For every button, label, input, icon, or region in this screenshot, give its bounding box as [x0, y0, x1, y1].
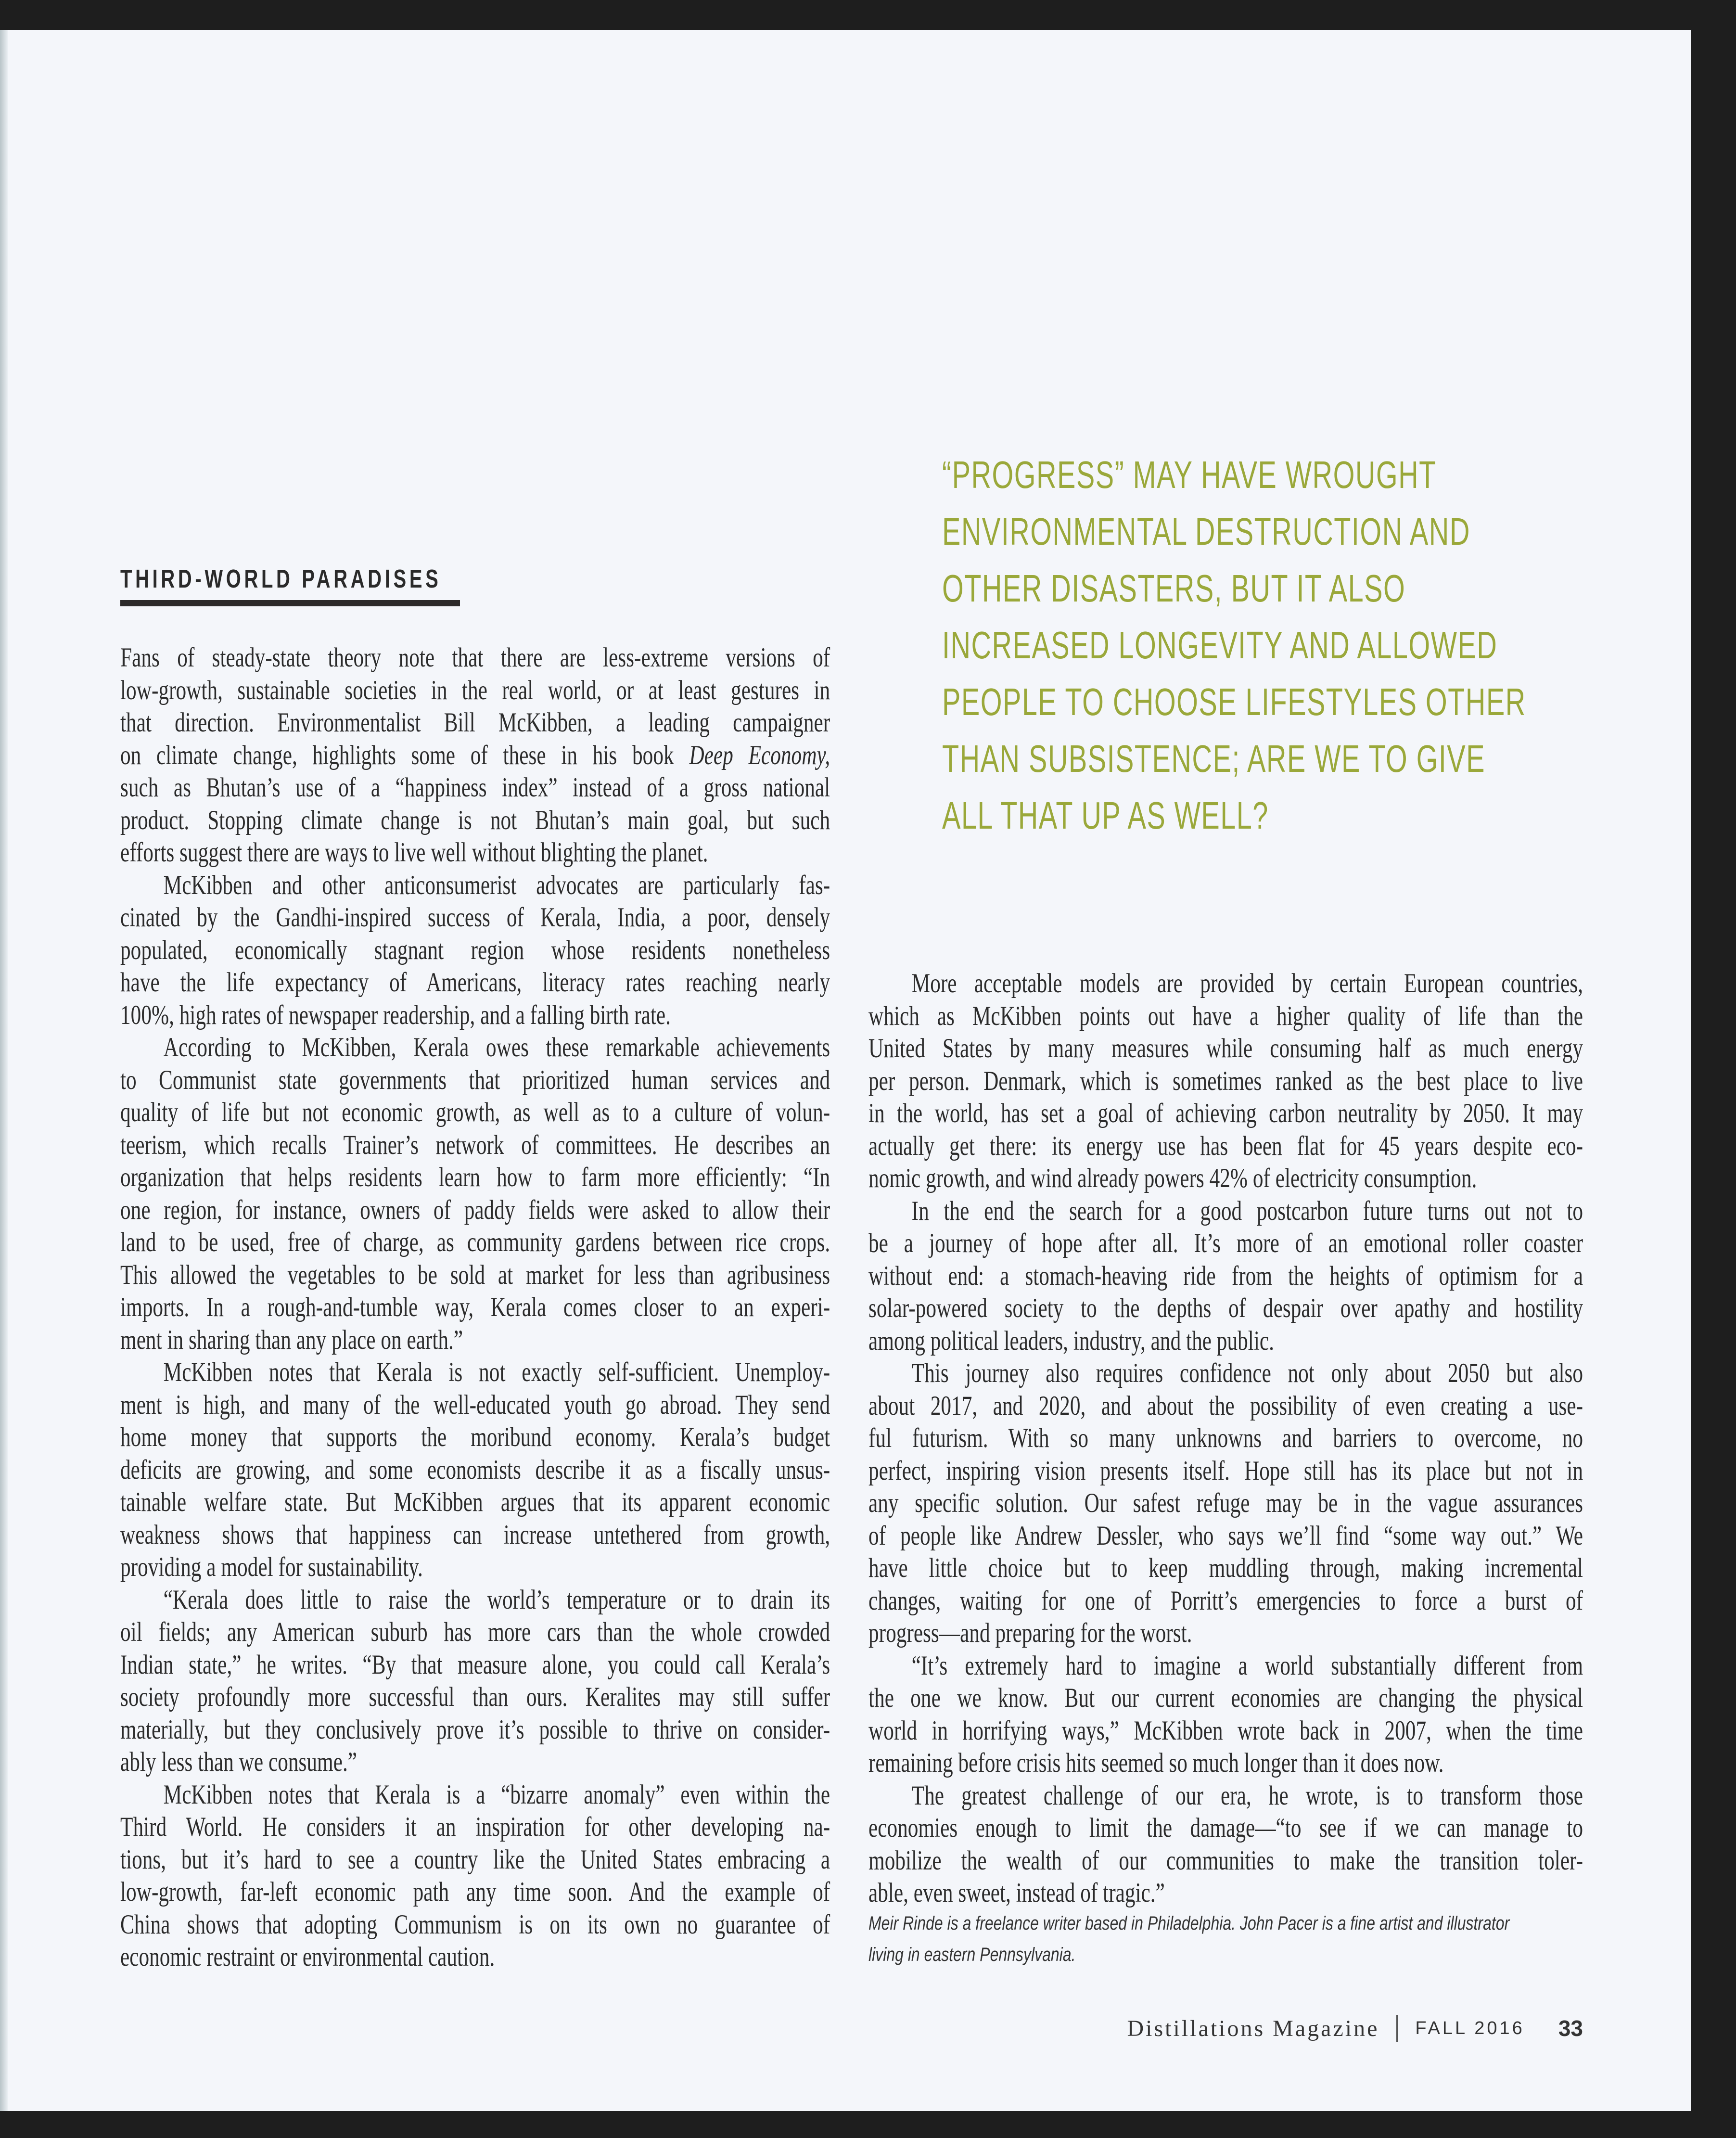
magazine-name: Distillations Magazine [1127, 2015, 1379, 2041]
text-line: In the end the search for a good postcarbon future turns out not to [911, 1195, 1583, 1226]
author-bio-line: Meir Rinde is a freelance writer based in Philadelphia. John Pacer is a fine artist and illustrator [868, 1913, 1510, 1934]
text-line: According to McKibben, Kerala owes these remarkable achievements [163, 1032, 830, 1063]
text-line: More acceptable models are provided by certain European countries, [911, 968, 1583, 999]
text-line: of people like Andrew Dessler, who says we’ll find “some way out.” We [868, 1520, 1583, 1551]
paragraph [120, 869, 830, 1032]
pull-quote-line: ENVIRONMENTAL DESTRUCTION AND [942, 510, 1470, 553]
pull-quote-line: THAN SUBSISTENCE; ARE WE TO GIVE [942, 737, 1485, 780]
text-line: land to be used, free of charge, as community gardens between rice crops. [120, 1227, 830, 1257]
text-line: remaining before crisis hits seemed so much longer than it does now. [868, 1748, 1444, 1778]
paragraph [868, 967, 1583, 1195]
paragraph [120, 1584, 830, 1779]
text-line: be a journey of hope after all. It’s more of an emotional roller coaster [868, 1228, 1583, 1258]
text-line: changes, waiting for one of Porritt’s emergencies to force a burst of [868, 1585, 1583, 1616]
text-line: low-growth, far-left economic path any time soon. And the example of [120, 1877, 830, 1907]
text-line: ful futurism. With so many unknowns and barriers to overcome, no [868, 1423, 1583, 1453]
text-line: product. Stopping climate change is not Bhutan’s main goal, but such [120, 805, 830, 835]
text-line: which as McKibben points out have a higher quality of life than the [868, 1000, 1583, 1031]
right-column [868, 967, 1583, 1909]
book-title: Deep Economy, [689, 740, 830, 770]
text-line: efforts suggest there are ways to live well without blighting the planet. [120, 837, 708, 868]
text-line: McKibben notes that Kerala is a “bizarre anomaly” even within the [163, 1779, 830, 1810]
text-line: deficits are growing, and some economists describe it as a fiscally unsus- [120, 1454, 830, 1485]
text-line: have little choice but to keep muddling through, making incremental [868, 1553, 1583, 1583]
text-line: McKibben notes that Kerala is not exactly self-sufficient. Unemploy- [163, 1357, 830, 1387]
text-line: any specific solution. Our safest refuge may be in the vague assurances [868, 1488, 1583, 1518]
text-line: such as Bhutan’s use of a “happiness index” instead of a gross national [120, 772, 830, 803]
text-line: Fans of steady-state theory note that there are less-extreme versions of [120, 642, 830, 673]
text-line: have the life expectancy of Americans, literacy rates reaching nearly [120, 967, 830, 998]
text-line: perfect, inspiring vision presents itself. Hope still has its place but not in [868, 1455, 1583, 1486]
footer-divider [1396, 2015, 1398, 2042]
text-line: one region, for instance, owners of paddy fields were asked to allow their [120, 1194, 830, 1225]
text-line: home money that supports the moribund economy. Kerala’s budget [120, 1422, 830, 1452]
text-line: Indian state,” he writes. “By that measure alone, you could call Kerala’s [120, 1649, 830, 1680]
left-column [120, 641, 830, 1973]
text-line: economic restraint or environmental caution. [120, 1942, 495, 1972]
text-line: “It’s extremely hard to imagine a world substantially different from [911, 1650, 1583, 1681]
text-line: ment in sharing than any place on earth.” [120, 1324, 463, 1355]
text-line: able, even sweet, instead of tragic.” [868, 1878, 1165, 1908]
text-line: society profoundly more successful than ours. Keralites may still suffer [120, 1682, 830, 1712]
text-line: cinated by the Gandhi-inspired success of Kerala, India, a poor, densely [120, 902, 830, 933]
text-line: solar-powered society to the depths of despair over apathy and hostility [868, 1293, 1583, 1323]
pull-quote-line: INCREASED LONGEVITY AND ALLOWED [942, 624, 1498, 666]
text-line: quality of life but not economic growth, as well as to a culture of volun- [120, 1097, 830, 1127]
text-line: the one we know. But our current economies are changing the physical [868, 1683, 1583, 1713]
text-line: ment is high, and many of the well-educated youth go abroad. They send [120, 1389, 830, 1420]
paragraph [120, 641, 830, 869]
text-line: McKibben and other anticonsumerist advocates are particularly fas- [163, 870, 830, 900]
page-edge [0, 30, 8, 2111]
text-line: to Communist state governments that prioritized human services and [120, 1064, 830, 1095]
paragraph [868, 1650, 1583, 1780]
issue-label: FALL 2016 [1415, 2018, 1525, 2038]
text-line: tions, but it’s hard to see a country like the United States embracing a [120, 1844, 830, 1875]
text-line: about 2017, and 2020, and about the possibility of even creating a use- [868, 1390, 1583, 1421]
text-line: teerism, which recalls Trainer’s network of committees. He describes an [120, 1129, 830, 1160]
text-line: imports. In a rough-and-tumble way, Kerala comes closer to an experi- [120, 1292, 830, 1322]
pull-quote-line: ALL THAT UP AS WELL? [942, 794, 1269, 837]
text-line: mobilize the wealth of our communities to make the transition toler- [868, 1845, 1583, 1876]
text-line: economies enough to limit the damage—“to see if we can manage to [868, 1813, 1583, 1843]
text-line: organization that helps residents learn how to farm more efficiently: “In [120, 1162, 830, 1192]
text-line: 100%, high rates of newspaper readership, and a falling birth rate. [120, 999, 671, 1030]
text-line: among political leaders, industry, and the public. [868, 1325, 1274, 1356]
text-line: per person. Denmark, which is sometimes ranked as the best place to live [868, 1065, 1583, 1096]
text-line: weakness shows that happiness can increase untethered from growth, [120, 1519, 830, 1550]
text-line: in the world, has set a goal of achieving carbon neutrality by 2050. It may [868, 1098, 1583, 1128]
section-heading: THIRD-WORLD PARADISES [120, 564, 442, 593]
page-number: 33 [1558, 2016, 1583, 2041]
text-line: providing a model for sustainability. [120, 1552, 423, 1582]
author-bio-line: living in eastern Pennsylvania. [868, 1944, 1076, 1965]
paragraph [868, 1357, 1583, 1650]
text-line: oil fields; any American suburb has more cars than the whole crowded [120, 1617, 830, 1647]
text-line: populated, economically stagnant region whose residents nonetheless [120, 935, 830, 965]
text-line: The greatest challenge of our era, he wrote, is to transform those [911, 1780, 1583, 1811]
text-line: nomic growth, and wind already powers 42% of electricity consumption. [868, 1163, 1477, 1193]
author-bio [868, 1908, 1509, 1971]
text-line: low-growth, sustainable societies in the real world, or at least gestures in [120, 675, 830, 705]
text-line: Third World. He considers it an inspiration for other developing na- [120, 1812, 830, 1842]
text-line: ably less than we consume.” [120, 1747, 357, 1777]
text-line: without end: a stomach-heaving ride from the heights of optimism for a [868, 1260, 1583, 1291]
text-line: that direction. Environmentalist Bill McKibben, a leading campaigner [120, 707, 830, 738]
text-line: China shows that adopting Communism is on its own no guarantee of [120, 1909, 830, 1940]
paragraph [868, 1195, 1583, 1357]
text-line: This journey also requires confidence not only about 2050 but also [911, 1358, 1583, 1388]
text-line: This allowed the vegetables to be sold at market for less than agribusiness [120, 1259, 830, 1290]
text-line: United States by many measures while consuming half as much energy [868, 1033, 1583, 1063]
paragraph [120, 1779, 830, 1973]
text-line: “Kerala does little to raise the world’s temperature or to drain its [163, 1584, 830, 1615]
text-line: world in horrifying ways,” McKibben wrote back in 2007, when the time [868, 1715, 1583, 1746]
paragraph [120, 1031, 830, 1356]
text-line: materially, but they conclusively prove it’s possible to thrive on consider- [120, 1714, 830, 1745]
pull-quote-line: OTHER DISASTERS, BUT IT ALSO [942, 567, 1406, 610]
text-line: actually get there: its energy use has been flat for 45 years despite eco- [868, 1130, 1583, 1161]
paragraph [120, 1356, 830, 1584]
page-footer [1127, 2014, 1583, 2043]
pull-quote [942, 447, 1526, 844]
heading-underline [120, 600, 460, 606]
paragraph [868, 1780, 1583, 1909]
text-line: progress—and preparing for the worst. [868, 1618, 1192, 1648]
pull-quote-line: “PROGRESS” MAY HAVE WROUGHT [942, 453, 1437, 496]
pull-quote-line: PEOPLE TO CHOOSE LIFESTYLES OTHER [942, 680, 1526, 723]
text-line [120, 739, 830, 772]
text-segment: on climate change, highlights some of these in his book [120, 740, 689, 770]
text-line: tainable welfare state. But McKibben argues that its apparent economic [120, 1487, 830, 1517]
